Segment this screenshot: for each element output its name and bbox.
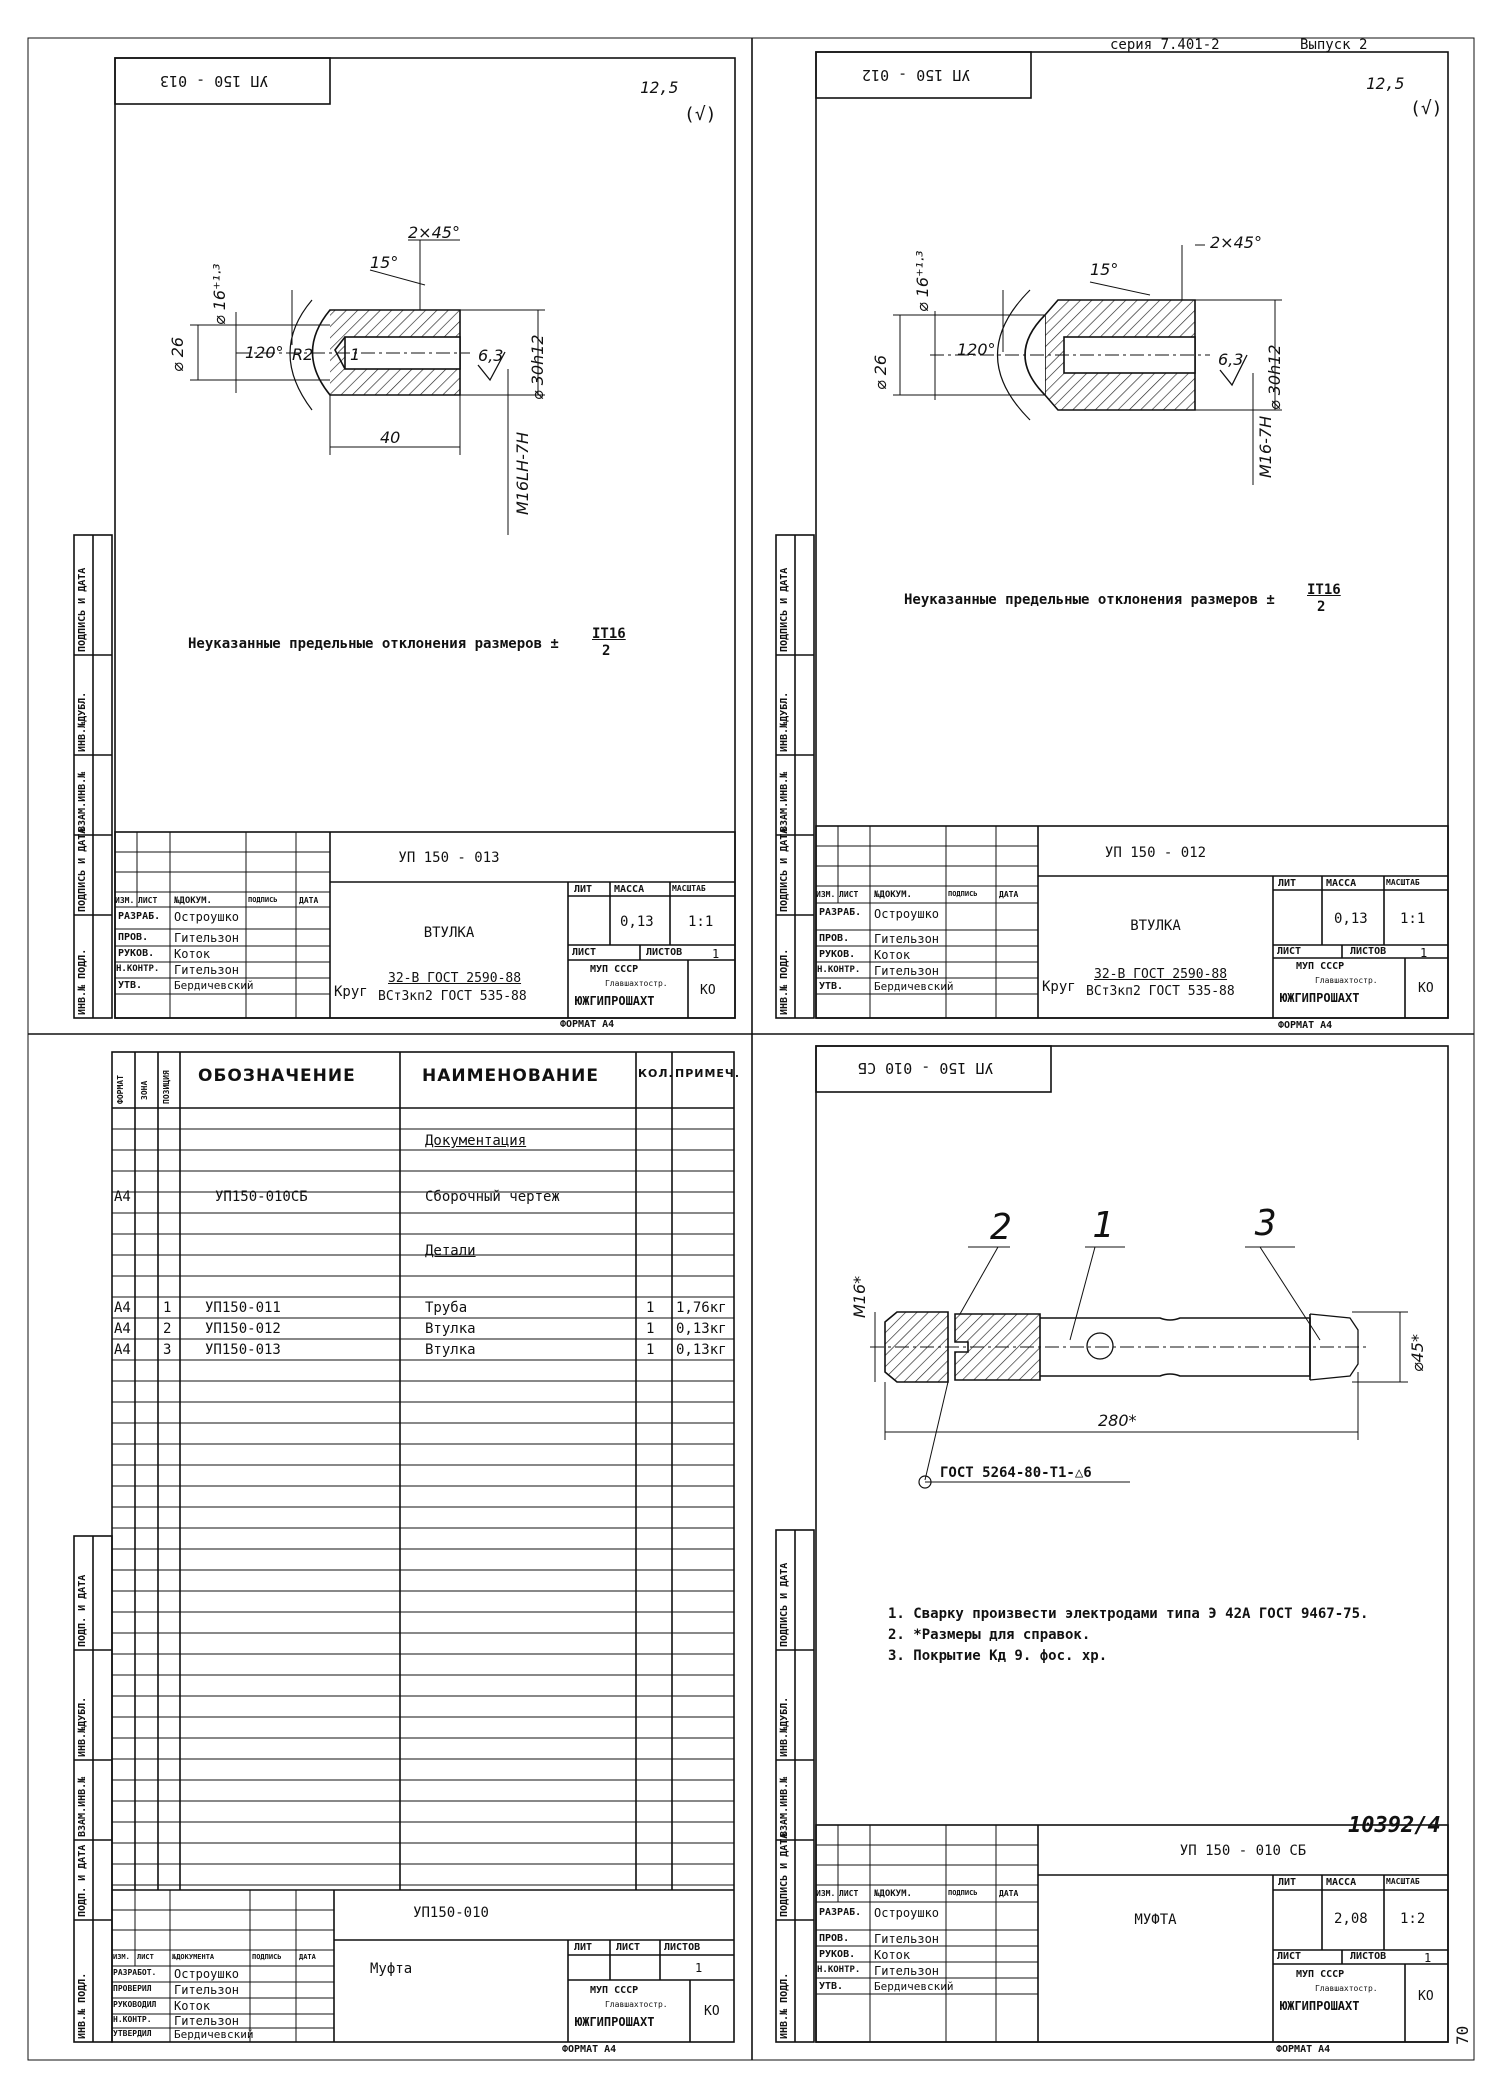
lit-label-010: ЛИТ bbox=[574, 1942, 593, 1953]
org-top-012: МУП СССР bbox=[1296, 961, 1345, 972]
roughness-012: 12,5 bbox=[1366, 74, 1405, 93]
row-designation: УП150-012 bbox=[205, 1321, 281, 1337]
scale-label-013: МАСШТАБ bbox=[672, 884, 706, 893]
row-pos: 1 bbox=[163, 1300, 172, 1316]
sheet-label-010: ЛИСТ bbox=[616, 1942, 641, 1953]
page-number: 70 bbox=[1453, 2025, 1472, 2045]
material-prefix-012: Круг bbox=[1042, 979, 1076, 995]
dim-dia30-013: ⌀ 30h12 bbox=[528, 334, 547, 400]
name-1-010: Остроушко bbox=[174, 1967, 240, 1981]
dim-dia30-012: ⌀ 30h12 bbox=[1265, 344, 1284, 410]
sheet-label-013: ЛИСТ bbox=[572, 947, 597, 958]
code-stamp-013: УП 150 - 013 bbox=[160, 72, 269, 90]
col-header-sign-013: ПОДПИСЬ bbox=[248, 896, 278, 904]
row-name: Сборочный чертеж bbox=[425, 1189, 560, 1205]
role-utv-012: УТВ. bbox=[819, 981, 844, 992]
role-rukov-010: РУКОВОДИЛ bbox=[113, 2000, 157, 2009]
row-name: Втулка bbox=[425, 1342, 476, 1358]
name-2-010sb: Гительзон bbox=[874, 1932, 940, 1946]
coupling-assembly-drawing bbox=[870, 1247, 1408, 1488]
name-4-010: Гительзон bbox=[174, 2014, 240, 2028]
name-5-010: Бердичевский bbox=[174, 2028, 254, 2041]
role-nkontr-012: Н.КОНТР. bbox=[817, 965, 861, 975]
series-label: серия 7.401-2 bbox=[1110, 37, 1220, 53]
side-label-sign2-012: ПОДПИСЬ И ДАТА bbox=[779, 567, 790, 652]
lit-label-010sb: ЛИТ bbox=[1278, 1877, 1297, 1888]
dim-chamfer-013: 2×45° bbox=[408, 223, 460, 242]
row-qty: 1 bbox=[646, 1342, 655, 1358]
col-header-izm-010sb: ИЗМ. bbox=[816, 1889, 836, 1898]
dim-thread-012: M16-7H bbox=[1256, 415, 1275, 478]
spec-header-designation: ОБОЗНАЧЕНИЕ bbox=[198, 1066, 356, 1086]
name-1-012: Остроушко bbox=[874, 907, 940, 921]
side-label-vzam-013: ВЗАМ.ИНВ.№ bbox=[77, 771, 88, 832]
sheets-total-010sb: 1 bbox=[1424, 1951, 1432, 1965]
role-utv-010: УТВЕРДИЛ bbox=[113, 2029, 152, 2038]
name-3-010: Коток bbox=[174, 1999, 211, 2013]
dim-radius-013: R2 bbox=[292, 345, 314, 364]
side-label-inv-013: ИНВ.№ ПОДЛ. bbox=[77, 948, 88, 1015]
code-stamp-012: УП 150 - 012 bbox=[862, 66, 971, 84]
mass-label-013: МАССА bbox=[614, 884, 645, 895]
dim-rough63-012: 6,3 bbox=[1218, 350, 1244, 369]
dim-thread-013: M16LH-7H bbox=[513, 431, 532, 515]
spec-header-note: ПРИМЕЧ. bbox=[675, 1067, 741, 1080]
side-label-dubl-010: ИНВ.№ДУБЛ. bbox=[77, 1696, 88, 1757]
code-010: КО bbox=[704, 2004, 720, 2019]
name-3-013: Коток bbox=[174, 947, 211, 961]
row-note: 1,76кг bbox=[676, 1300, 727, 1316]
tech-note-3: 3. Покрытие Кд 9. фос. хр. bbox=[888, 1648, 1108, 1664]
col-header-list-010sb: ЛИСТ bbox=[839, 1889, 859, 1898]
part-name-012: ВТУЛКА bbox=[1130, 918, 1181, 934]
mass-label-012: МАССА bbox=[1326, 878, 1357, 889]
row-pos: 3 bbox=[163, 1342, 172, 1358]
spec-header-pos: ПОЗИЦИЯ bbox=[162, 1070, 171, 1104]
format-013: ФОРМАТ А4 bbox=[560, 1019, 615, 1030]
roughness-mark-013: (√) bbox=[684, 104, 717, 125]
row-note: 0,13кг bbox=[676, 1342, 727, 1358]
name-5-013: Бердичевский bbox=[174, 979, 254, 992]
dim-thread-010sb: M16* bbox=[850, 1275, 869, 1318]
scale-value-012: 1:1 bbox=[1400, 911, 1426, 927]
dim-rough63-013: 6,3 bbox=[478, 346, 504, 365]
dim-length-010sb: 280* bbox=[1098, 1411, 1137, 1430]
row-designation: УП150-013 bbox=[205, 1342, 281, 1358]
side-label-vzam-010sb: ВЗАМ.ИНВ.№ bbox=[779, 1776, 790, 1837]
designation-010sb: УП 150 - 010 СБ bbox=[1179, 1843, 1307, 1859]
code-013: КО bbox=[700, 983, 716, 998]
sheets-label-013: ЛИСТОВ bbox=[646, 947, 683, 958]
section-docs: Документация bbox=[425, 1133, 527, 1149]
dim-dia-010sb: ⌀45* bbox=[1408, 1334, 1427, 1372]
side-label-sign2-013: ПОДПИСЬ И ДАТА bbox=[77, 567, 88, 652]
side-label-sign-013: ПОДПИСЬ И ДАТА bbox=[77, 827, 88, 912]
org-top-013: МУП СССР bbox=[590, 964, 639, 975]
designation-010: УП150-010 bbox=[413, 1905, 489, 1921]
org-mid-012: Главшахтостр. bbox=[1315, 976, 1378, 985]
callout-2: 2 bbox=[990, 1207, 1012, 1248]
mass-value-012: 0,13 bbox=[1334, 911, 1368, 927]
org-mid-010: Главшахтостр. bbox=[605, 2000, 668, 2009]
sheets-label-010sb: ЛИСТОВ bbox=[1350, 1951, 1387, 1962]
row-name: Труба bbox=[425, 1300, 468, 1316]
role-nkontr-013: Н.КОНТР. bbox=[116, 964, 160, 974]
org-bottom-012: ЮЖГИПРОШАХТ bbox=[1280, 991, 1360, 1005]
row-note: 0,13кг bbox=[676, 1321, 727, 1337]
sheets-label-012: ЛИСТОВ bbox=[1350, 946, 1387, 957]
side-label-dubl-012: ИНВ.№ДУБЛ. bbox=[779, 691, 790, 752]
dim-bore-013: ⌀ 16⁺¹·³ bbox=[210, 263, 229, 325]
role-utv-010sb: УТВ. bbox=[819, 1981, 844, 1992]
name-4-012: Гительзон bbox=[874, 964, 940, 978]
mass-label-010sb: МАССА bbox=[1326, 1877, 1357, 1888]
roughness-013: 12,5 bbox=[640, 78, 679, 97]
name-4-010sb: Гительзон bbox=[874, 1964, 940, 1978]
name-1-013: Остроушко bbox=[174, 910, 240, 924]
callout-1: 1 bbox=[1092, 1205, 1114, 1246]
part-name-010: Муфта bbox=[370, 1961, 413, 1977]
col-header-doc-012: №ДОКУМ. bbox=[874, 890, 912, 900]
issue-label: Выпуск 2 bbox=[1300, 37, 1368, 53]
tolerance-frac-bottom-013: 2 bbox=[602, 643, 611, 659]
scale-value-010sb: 1:2 bbox=[1400, 1911, 1426, 1927]
tolerance-note-012: Неуказанные предельные отклонения размеров ± bbox=[904, 592, 1275, 608]
tech-note-1: 1. Сварку произвести электродами типа Э 42А ГОСТ 9467-75. bbox=[888, 1606, 1369, 1622]
sheet-label-010sb: ЛИСТ bbox=[1277, 1951, 1302, 1962]
col-header-list-013: ЛИСТ bbox=[138, 896, 158, 905]
row-name: Втулка bbox=[425, 1321, 476, 1337]
tolerance-frac-top-012: IT16 bbox=[1307, 582, 1341, 598]
col-header-list-012: ЛИСТ bbox=[839, 890, 859, 899]
name-3-010sb: Коток bbox=[874, 1948, 911, 1962]
row-designation: УП150-010СБ bbox=[215, 1189, 308, 1205]
part-name-013: ВТУЛКА bbox=[423, 925, 475, 941]
col-header-sign-012: ПОДПИСЬ bbox=[948, 890, 978, 898]
role-nkontr-010sb: Н.КОНТР. bbox=[817, 1965, 861, 1975]
row-format: А4 bbox=[114, 1342, 131, 1358]
side-label-sign-010sb: ПОДПИСЬ И ДАТА bbox=[779, 1832, 790, 1917]
side-label-sign-010: ПОДП. И ДАТА bbox=[77, 1844, 88, 1917]
lit-label-013: ЛИТ bbox=[574, 884, 593, 895]
scale-value-013: 1:1 bbox=[688, 914, 714, 930]
tolerance-frac-top-013: IT16 bbox=[592, 626, 626, 642]
side-label-vzam-012: ВЗАМ.ИНВ.№ bbox=[779, 771, 790, 832]
col-header-izm-010: ИЗМ. bbox=[113, 1953, 130, 1961]
designation-012: УП 150 - 012 bbox=[1104, 845, 1207, 861]
col-header-doc-010: №ДОКУМЕНТА bbox=[172, 1953, 215, 1961]
dim-angle15-012: 15° bbox=[1090, 260, 1119, 279]
scale-label-010sb: МАСШТАБ bbox=[1386, 1877, 1420, 1886]
material-top-013: 32-В ГОСТ 2590-88 bbox=[388, 971, 522, 986]
row-format: А4 bbox=[114, 1321, 131, 1337]
role-prov-012: ПРОВ. bbox=[819, 933, 850, 944]
name-3-012: Коток bbox=[874, 948, 911, 962]
name-2-010: Гительзон bbox=[174, 1983, 240, 1997]
tech-note-2: 2. *Размеры для справок. bbox=[888, 1627, 1091, 1643]
name-1-010sb: Остроушко bbox=[874, 1906, 940, 1920]
dim-bore-012: ⌀ 16⁺¹·³ bbox=[913, 250, 932, 312]
roughness-mark-012: (√) bbox=[1410, 98, 1443, 119]
code-010sb: КО bbox=[1418, 1989, 1434, 2004]
side-label-sign2-010: ПОДП. И ДАТА bbox=[77, 1574, 88, 1647]
material-top-012: 32-В ГОСТ 2590-88 bbox=[1094, 967, 1228, 982]
dim-length-013: 40 bbox=[380, 428, 401, 447]
role-razrab-012: РАЗРАБ. bbox=[819, 907, 862, 918]
role-prov-010sb: ПРОВ. bbox=[819, 1933, 850, 1944]
side-label-vzam-010: ВЗАМ.ИНВ.№ bbox=[77, 1776, 88, 1837]
side-label-inv-012: ИНВ.№ ПОДЛ. bbox=[779, 948, 790, 1015]
sheet-label-012: ЛИСТ bbox=[1277, 946, 1302, 957]
scale-label-012: МАСШТАБ bbox=[1386, 878, 1420, 887]
dim-outer-012: ⌀ 26 bbox=[871, 354, 890, 390]
side-label-inv-010sb: ИНВ.№ ПОДЛ. bbox=[779, 1972, 790, 2039]
material-bottom-012: ВСт3кп2 ГОСТ 535-88 bbox=[1086, 984, 1235, 999]
org-mid-013: Главшахтостр. bbox=[605, 979, 668, 988]
org-bottom-013: ЮЖГИПРОШАХТ bbox=[575, 994, 655, 1008]
side-label-dubl-010sb: ИНВ.№ДУБЛ. bbox=[779, 1696, 790, 1757]
org-top-010sb: МУП СССР bbox=[1296, 1969, 1345, 1980]
side-label-sign2-010sb: ПОДПИСЬ И ДАТА bbox=[779, 1562, 790, 1647]
spec-header-format: ФОРМАТ bbox=[116, 1075, 125, 1104]
col-header-sign-010: ПОДПИСЬ bbox=[252, 1953, 282, 1961]
spec-header-name: НАИМЕНОВАНИЕ bbox=[422, 1066, 600, 1086]
dim-outer-013: ⌀ 26 bbox=[168, 336, 187, 372]
col-header-izm-013: ИЗМ. bbox=[115, 896, 135, 905]
dim-chamfer-012: 2×45° bbox=[1210, 233, 1262, 252]
tolerance-note-013: Неуказанные предельные отклонения размеров ± bbox=[188, 636, 559, 652]
row-format: А4 bbox=[114, 1189, 131, 1205]
role-nkontr-010: Н.КОНТР. bbox=[113, 2015, 152, 2024]
col-header-izm-012: ИЗМ. bbox=[816, 890, 836, 899]
row-pos: 2 bbox=[163, 1321, 172, 1337]
lit-label-012: ЛИТ bbox=[1278, 878, 1297, 889]
dim-angle120-013: 120° bbox=[245, 343, 284, 362]
col-header-sign-010sb: ПОДПИСЬ bbox=[948, 1889, 978, 1897]
sheets-total-012: 1 bbox=[1420, 946, 1428, 960]
role-razrab-010sb: РАЗРАБ. bbox=[819, 1907, 862, 1918]
role-prov-010: ПРОВЕРИЛ bbox=[113, 1984, 152, 1993]
handwritten-number: 10392/4 bbox=[1348, 1813, 1441, 1838]
org-bottom-010sb: ЮЖГИПРОШАХТ bbox=[1280, 1999, 1360, 2013]
format-010sb: ФОРМАТ А4 bbox=[1276, 2044, 1331, 2055]
format-010: ФОРМАТ А4 bbox=[562, 2044, 617, 2055]
row-qty: 1 bbox=[646, 1300, 655, 1316]
row-designation: УП150-011 bbox=[205, 1300, 281, 1316]
name-4-013: Гительзон bbox=[174, 963, 240, 977]
name-2-012: Гительзон bbox=[874, 932, 940, 946]
name-5-010sb: Бердичевский bbox=[874, 1980, 954, 1993]
callout-3: 3 bbox=[1255, 1203, 1277, 1244]
tolerance-frac-bottom-012: 2 bbox=[1317, 599, 1326, 615]
mass-value-010sb: 2,08 bbox=[1334, 1911, 1368, 1927]
role-prov-013: ПРОВ. bbox=[118, 932, 149, 943]
spec-header-zone: ЗОНА bbox=[140, 1080, 149, 1100]
org-top-010: МУП СССР bbox=[590, 1985, 639, 1996]
org-bottom-010: ЮЖГИПРОШАХТ bbox=[575, 2015, 655, 2029]
bushing-013-drawing bbox=[190, 240, 545, 535]
section-parts: Детали bbox=[425, 1243, 476, 1259]
dim-angle15-013: 15° bbox=[370, 253, 399, 272]
row-format: А4 bbox=[114, 1300, 131, 1316]
side-label-sign-012: ПОДПИСЬ И ДАТА bbox=[779, 827, 790, 912]
name-2-013: Гительзон bbox=[174, 931, 240, 945]
role-rukov-013: РУКОВ. bbox=[118, 948, 155, 959]
role-rukov-010sb: РУКОВ. bbox=[819, 1949, 856, 1960]
col-header-date-012: ДАТА bbox=[999, 890, 1019, 899]
org-mid-010sb: Главшахтостр. bbox=[1315, 1984, 1378, 1993]
format-012: ФОРМАТ А4 bbox=[1278, 1020, 1333, 1031]
name-5-012: Бердичевский bbox=[874, 980, 954, 993]
col-header-date-010sb: ДАТА bbox=[999, 1889, 1019, 1898]
material-bottom-013: ВСт3кп2 ГОСТ 535-88 bbox=[378, 989, 527, 1004]
role-utv-013: УТВ. bbox=[118, 980, 143, 991]
dim-mark1-013: 1 bbox=[350, 345, 361, 364]
designation-013: УП 150 - 013 bbox=[398, 850, 500, 866]
role-rukov-012: РУКОВ. bbox=[819, 949, 856, 960]
sheets-label-010: ЛИСТОВ bbox=[664, 1942, 701, 1953]
part-name-010sb: МУФТА bbox=[1134, 1912, 1177, 1928]
weld-note: ГОСТ 5264-80-Т1-△6 bbox=[940, 1465, 1092, 1481]
spec-header-qty: КОЛ. bbox=[638, 1067, 674, 1080]
code-stamp-010sb: УП 150 - 010 СБ bbox=[858, 1059, 994, 1077]
mass-value-013: 0,13 bbox=[620, 914, 654, 930]
material-prefix-013: Круг bbox=[334, 984, 368, 1000]
role-razrab-013: РАЗРАБ. bbox=[118, 911, 161, 922]
col-header-list-010: ЛИСТ bbox=[137, 1953, 154, 1961]
col-header-doc-010sb: №ДОКУМ. bbox=[874, 1889, 912, 1899]
col-header-doc-013: №ДОКУМ. bbox=[174, 896, 212, 906]
side-label-dubl-013: ИНВ.№ДУБЛ. bbox=[77, 691, 88, 752]
sheets-total-010: 1 bbox=[695, 1961, 703, 1975]
role-razrab-010: РАЗРАБОТ. bbox=[113, 1968, 157, 1977]
col-header-date-010: ДАТА bbox=[299, 1953, 316, 1961]
side-label-inv-010: ИНВ.№ ПОДЛ. bbox=[77, 1972, 88, 2039]
code-012: КО bbox=[1418, 981, 1434, 996]
row-qty: 1 bbox=[646, 1321, 655, 1337]
col-header-date-013: ДАТА bbox=[299, 896, 319, 905]
sheets-total-013: 1 bbox=[712, 947, 720, 961]
dim-angle120-012: 120° bbox=[957, 340, 996, 359]
